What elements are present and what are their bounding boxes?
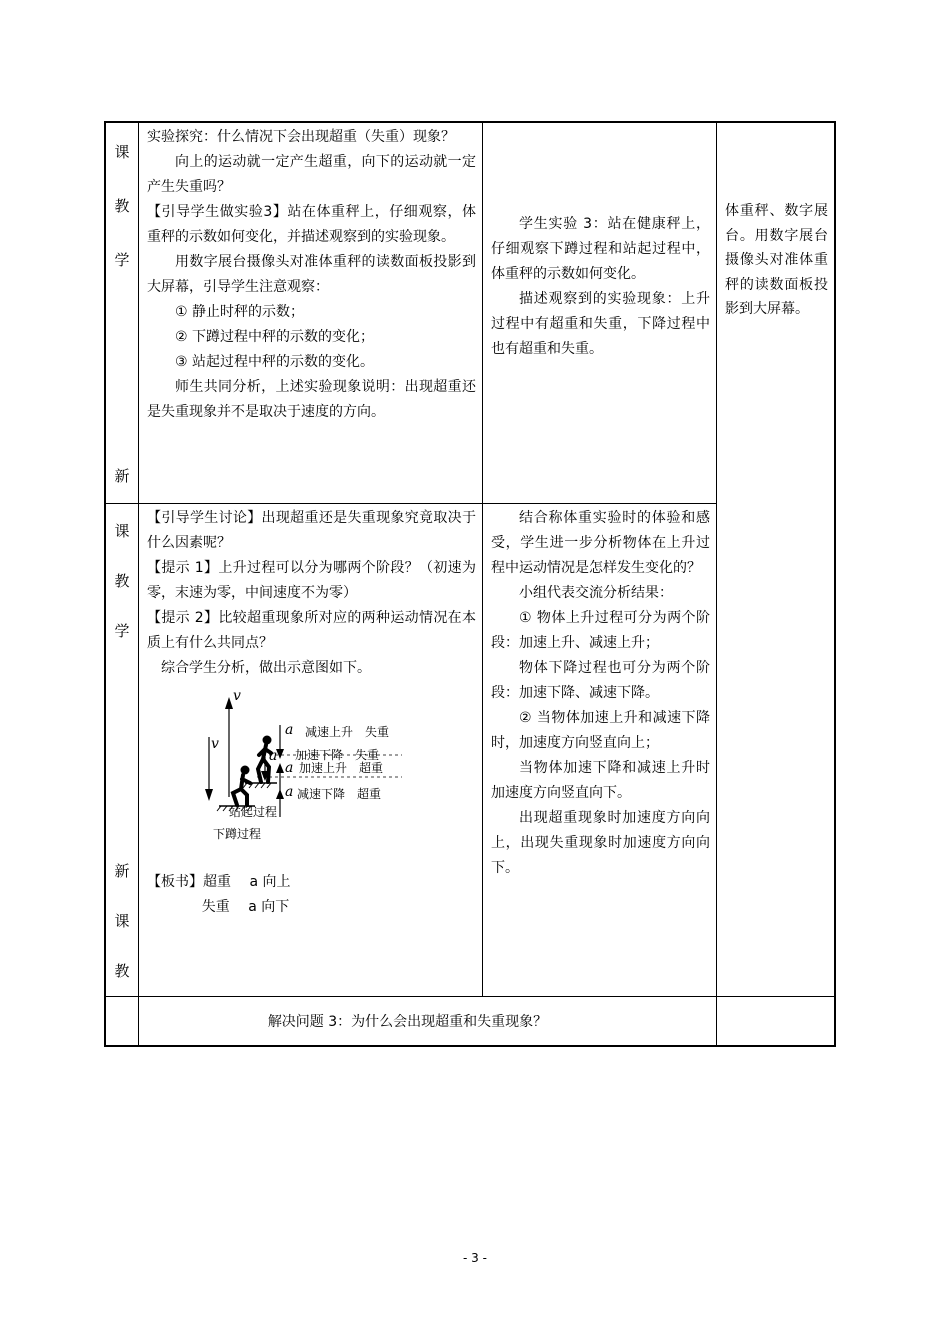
paragraph: 结合称体重实验时的体验和感受，学生进一步分析物体在上升过程中运动情况是怎样发生变化的？ xyxy=(491,510,710,576)
paragraph: 描述观察到的实验现象：上升过程中有超重和失重，下降过程中也有超重和失重。 xyxy=(491,291,710,357)
student-activity-cell xyxy=(483,122,717,504)
acceleration-label: a xyxy=(269,748,278,764)
motion-label: 减速下降 超重 xyxy=(297,787,382,801)
side-label-cell xyxy=(105,504,139,997)
process-label: 站起过程 xyxy=(229,805,278,819)
paragraph: 当物体加速下降和减速上升时加速度方向竖直向下。 xyxy=(491,760,710,801)
side-label-cell xyxy=(105,997,139,1047)
problem-statement: 解决问题 3：为什么会出现超重和失重现象？ xyxy=(267,1014,548,1030)
velocity-label: v xyxy=(211,736,219,752)
acceleration-label: a xyxy=(285,760,294,776)
paragraph: 小组代表交流分析结果： xyxy=(519,585,673,601)
velocity-label: v xyxy=(233,688,241,704)
lesson-plan-table xyxy=(104,121,836,1047)
overweight-diagram xyxy=(147,685,476,860)
table-row xyxy=(105,122,835,504)
motion-label: 加速上升 超重 xyxy=(299,761,384,775)
paragraph: 用数字展台摄像头对准体重秤的读数面板投影到大屏幕，引导学生注意观察： xyxy=(147,254,476,295)
paragraph: 【提示 2】比较超重现象所对应的两种运动情况在本质上有什么共同点？ xyxy=(147,610,476,651)
tools-text: 体重秤、数字展台。用数字展台摄像头对准体重秤的读数面板投影到大屏幕。 xyxy=(725,203,828,317)
side-label-cell xyxy=(105,122,139,504)
student-activity-cell xyxy=(483,504,717,997)
process-label: 下蹲过程 xyxy=(213,827,262,841)
paragraph: 学生实验 3：站在健康秤上，仔细观察下蹲过程和站起过程中，体重秤的示数如何变化。 xyxy=(491,216,710,282)
paragraph: 【引导学生做实验3】站在体重秤上，仔细观察，体重秤的示数如何变化，并描述观察到的实验现象。 xyxy=(147,204,476,245)
acceleration-label: a xyxy=(285,784,294,800)
list-item: ① 静止时秤的示数； xyxy=(175,304,305,320)
motion-label: 减速上升 失重 xyxy=(305,725,390,739)
paragraph: 师生共同分析，上述实验现象说明：出现超重还是失重现象并不是取决于速度的方向。 xyxy=(147,379,476,420)
media-tools-cell xyxy=(717,122,836,997)
acceleration-label: a xyxy=(285,722,294,738)
paragraph: 物体下降过程也可分为两个阶段：加速下降、减速下降。 xyxy=(491,660,710,701)
side-label: 课 教 学 新 课 教 xyxy=(114,522,130,980)
board-note: 失重 a 向下 xyxy=(201,899,290,915)
motion-label: 加速下降 失重 xyxy=(295,748,380,762)
paragraph: 综合学生分析，做出示意图如下。 xyxy=(161,660,371,676)
side-label: 课 教 学 新 xyxy=(114,143,130,485)
teacher-activity-cell xyxy=(139,122,483,504)
media-tools-cell xyxy=(717,997,836,1047)
paragraph: 出现超重现象时加速度方向向上，出现失重现象时加速度方向向下。 xyxy=(491,810,710,876)
problem-cell xyxy=(139,997,717,1047)
board-note: 【板书】超重 a 向上 xyxy=(147,874,291,890)
list-item: ② 下蹲过程中秤的示数的变化； xyxy=(175,329,375,345)
list-item: ③ 站起过程中秤的示数的变化。 xyxy=(175,354,375,370)
paragraph: 【引导学生讨论】出现超重还是失重现象究竟取决于什么因素呢？ xyxy=(147,510,476,551)
table-row xyxy=(105,997,835,1047)
teacher-activity-cell xyxy=(139,504,483,997)
list-item: ① 物体上升过程可分为两个阶段：加速上升、减速上升； xyxy=(491,610,710,651)
page-number: - 3 - xyxy=(463,1251,487,1265)
paragraph: 向上的运动就一定产生超重，向下的运动就一定产生失重吗？ xyxy=(147,154,476,195)
paragraph: 实验探究：什么情况下会出现超重（失重）现象？ xyxy=(147,129,455,145)
paragraph: 【提示 1】上升过程可以分为哪两个阶段？（初速为零，末速为零，中间速度不为零） xyxy=(147,560,476,601)
list-item: ② 当物体加速上升和减速下降时，加速度方向竖直向上； xyxy=(491,710,710,751)
